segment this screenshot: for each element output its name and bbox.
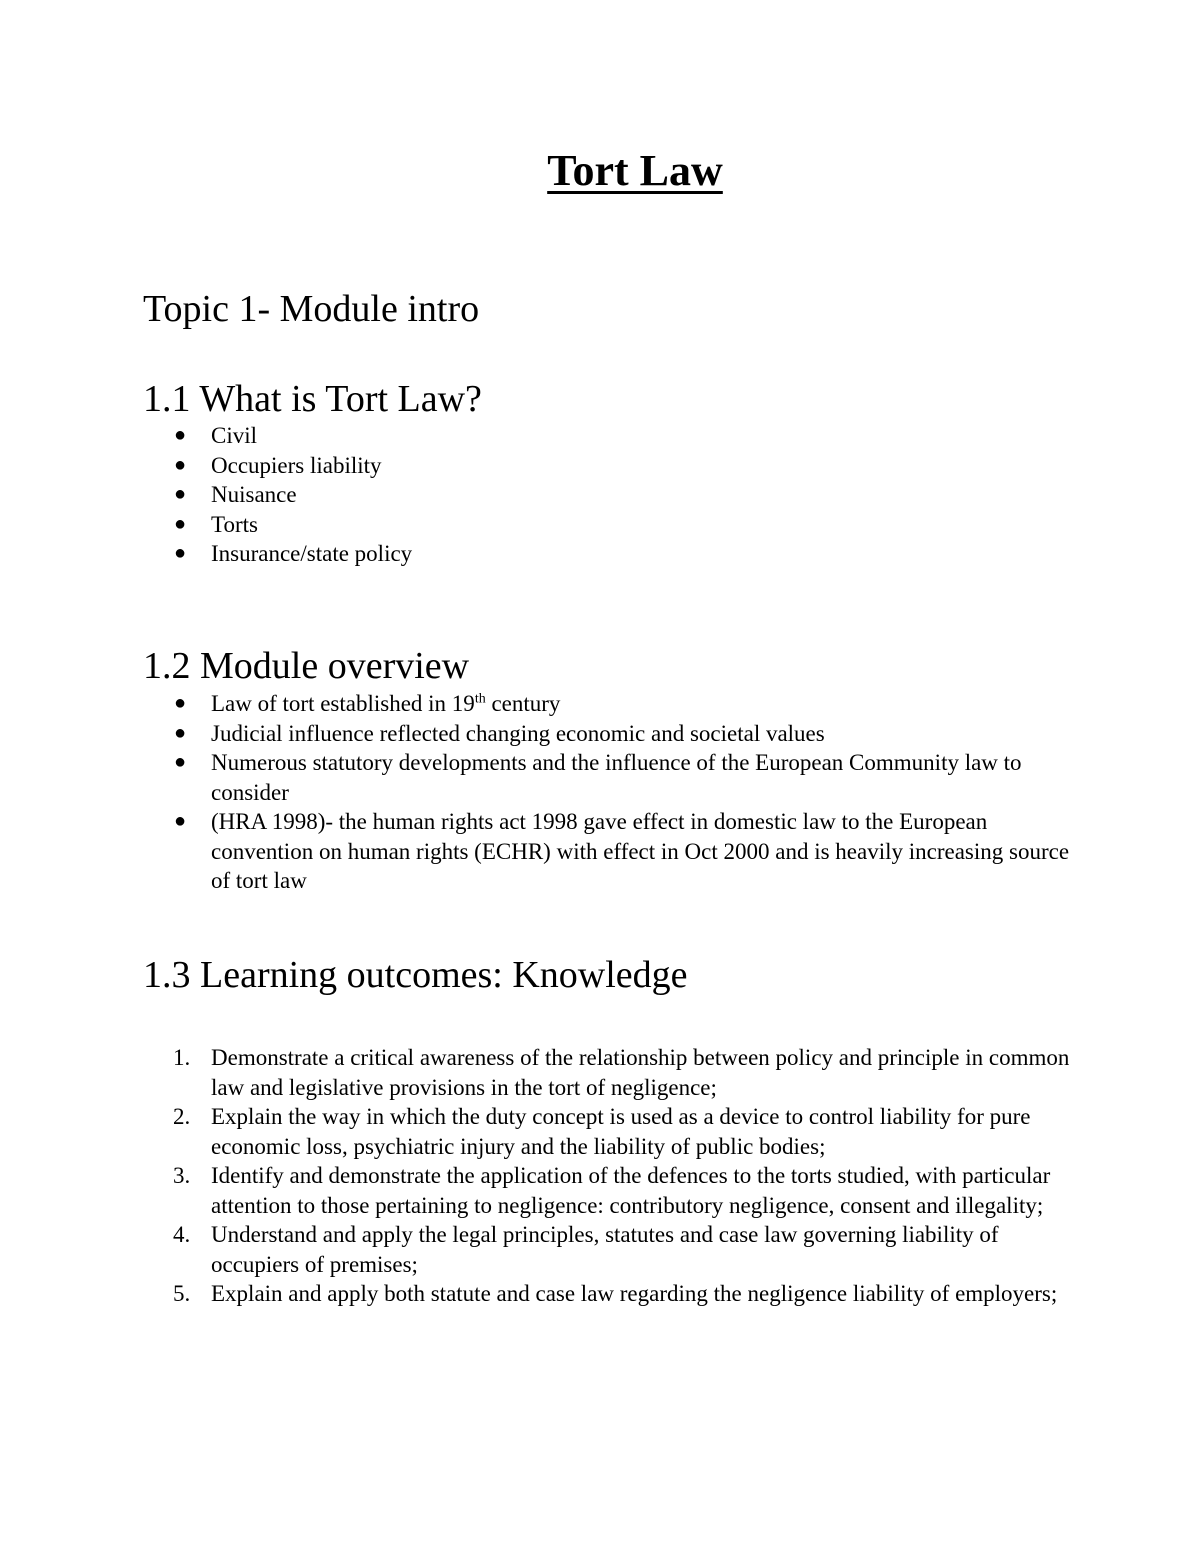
list-item	[143, 1279, 1073, 1309]
list-item-text: (HRA 1998)- the human rights act 1998 gave effect in domestic law to the European convention on human rights (ECHR) with effect in Oct 2000 and is heavily increasing source of tort law	[211, 809, 1070, 893]
list-item	[143, 1102, 1073, 1161]
list-item	[143, 1161, 1073, 1220]
list-item-text: Occupiers liability	[211, 452, 382, 478]
list-item-text: Explain and apply both statute and case law regarding the negligence liability of employers;	[211, 1281, 1058, 1306]
bullet-icon: ●	[174, 542, 187, 564]
list-item-text: Explain the way in which the duty concept is used as a device to control liability for pure economic loss, psychiatric injury and the liability of public bodies;	[211, 1104, 1031, 1159]
list-item-number: 3.	[173, 1163, 191, 1188]
bullet-icon: ●	[174, 751, 187, 773]
section-heading-1-1: 1.1 What is Tort Law?	[143, 378, 482, 420]
list-item	[143, 807, 1073, 896]
list-item	[143, 451, 1073, 481]
list-item	[143, 1220, 1073, 1279]
bullet-icon: ●	[174, 453, 187, 476]
list-item	[143, 480, 1073, 510]
numbered-list-1-3	[143, 1043, 1073, 1309]
list-item	[143, 510, 1073, 540]
list-item-number: 2.	[173, 1104, 191, 1129]
list-item-text: Law of tort established in 19th century	[211, 691, 561, 716]
bullet-icon: ●	[174, 483, 187, 505]
list-item	[143, 539, 1073, 569]
list-item	[143, 748, 1073, 807]
bullet-icon: ●	[174, 810, 187, 832]
list-item	[143, 719, 1073, 749]
bullet-icon: ●	[174, 692, 187, 714]
list-item-text: Numerous statutory developments and the influence of the European Community law to consider	[211, 750, 1022, 805]
list-item-text: Insurance/state policy	[211, 541, 413, 566]
list-item-text: Identify and demonstrate the application of the defences to the torts studied, with particular attention to those pertaining to negligence: contributory negligence, consent and illegality;	[211, 1163, 1051, 1218]
list-item-text: Nuisance	[211, 482, 297, 507]
bullet-icon: ●	[174, 721, 187, 744]
list-item-number: 4.	[173, 1222, 191, 1247]
list-item-text: Torts	[211, 511, 258, 537]
section-heading-1-2: 1.2 Module overview	[143, 645, 470, 687]
bullet-icon: ●	[174, 424, 187, 446]
list-item	[143, 421, 1073, 451]
list-item-text: Demonstrate a critical awareness of the relationship between policy and principle in common law and legislative provisions in the tort of negligence;	[211, 1045, 1070, 1100]
list-item-number: 5.	[173, 1281, 191, 1306]
bullet-list-1-1	[143, 421, 1073, 569]
list-item-text: Civil	[211, 423, 258, 448]
topic-heading: Topic 1- Module intro	[143, 288, 480, 330]
list-item-number: 1.	[173, 1045, 191, 1070]
list-item-text: Understand and apply the legal principles, statutes and case law governing liability of occupiers of premises;	[211, 1222, 999, 1277]
bullet-list-1-2	[143, 689, 1073, 896]
bullet-icon: ●	[174, 512, 187, 535]
list-item-text: Judicial influence reflected changing economic and societal values	[211, 720, 825, 746]
list-item	[143, 689, 1073, 719]
document-title-text: Tort Law	[547, 146, 723, 195]
list-item	[143, 1043, 1073, 1102]
document-title	[0, 143, 1200, 199]
section-heading-1-3: 1.3 Learning outcomes: Knowledge	[143, 954, 688, 996]
